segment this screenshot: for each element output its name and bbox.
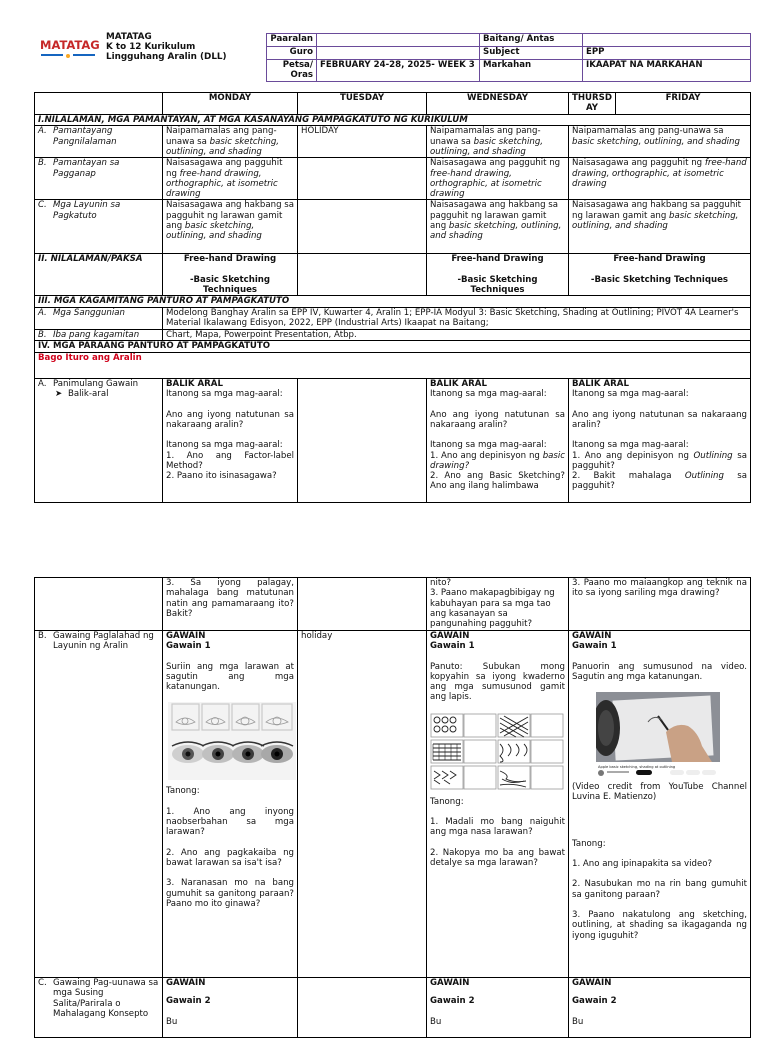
guro-label: Guro [267,47,317,60]
wed-instruction: Panuto: Subukan mong kopyahin sa iyong kwaderno ang mga sumusunod gamit ang lapis. [430,661,565,703]
tanong-wednesday: Tanong: [430,796,464,807]
fri-t3: 3. Paano nakatulong ang sketching, outlining, at shading sa ikagaganda ng iyong iguguhit? [572,909,747,941]
eye-sketch-image [168,702,296,780]
topic-monday-l2: -Basic Sketching Techniques [189,274,271,296]
lesson-table-continued [34,577,751,1038]
program-line-3: Lingguhang Aralin (DLL) [106,52,227,62]
c-friday [569,200,751,254]
section-4-title: IV. MGA PARAANG PANTURO AT PAMPAGKATUTO [35,341,751,353]
row-c-label: Mga Layunin sa Pagkatuto [53,200,121,221]
guro-value [317,47,480,60]
row-nilalaman-paksa [35,254,751,296]
logo-stripe-2 [73,54,95,56]
petsa-label: Petsa/ Oras [267,60,317,82]
baitang-value [583,34,751,47]
itanong-wednesday-1: Itanong sa mga mag-aaral: [430,389,547,400]
a-monday-text: Naipamamalas ang pang-unawa sa [166,126,277,147]
topic-friday-l1: Free-hand Drawing [613,254,706,265]
a-friday [569,126,751,158]
topic-monday [163,254,298,296]
balik-aral-tuesday [298,379,427,503]
row-3a-label: Mga Sanggunian [53,307,125,318]
b-monday-ital: free-hand drawing, orthographic, at isometric drawing [166,168,278,200]
a-friday-text: Naipamamalas ang pang-unawa sa [572,126,724,137]
row-b2-letter: B. [38,631,47,641]
row-a-letter: A. [38,126,47,137]
fri-q2-c: sa pagguhit? [572,471,747,492]
fri-q2 [572,471,747,492]
row-pamantayang-pangnilalaman [35,126,751,158]
gawain2-monday [163,978,298,1038]
gawain2-wednesday-cut: Bu [430,1016,442,1027]
tanong-friday: Tanong: [572,838,606,849]
a-tuesday: HOLIDAY [298,126,427,158]
a-monday [163,126,298,158]
c-wednesday [427,200,569,254]
logo-emblem-icon [66,54,70,58]
gawain2-monday-cut: Bu [166,1016,178,1027]
c-monday [163,200,298,254]
natutunan-friday: Ano ang iyong natutunan sa nakaraang aralin? [572,409,747,430]
gawain1-title-wednesday: Gawain 1 [430,641,475,652]
b-monday-text: Naisasagawa ang pagguhit ng [166,158,283,179]
subscribe-button[interactable] [636,770,652,775]
logo-stripe [41,54,63,56]
balik-aral-wednesday [427,379,569,503]
gawain2-head-friday: GAWAIN [572,978,612,988]
fri-t2: 2. Nasubukan mo na rin bang gumuhit sa ganitong paraan? [572,879,747,900]
c-friday-ital: basic sketching, outlining, and shading [572,210,739,232]
row-iba-pang-kagamitan [35,329,751,340]
more-button[interactable] [702,770,716,775]
markahan-label: Markahan [480,60,583,82]
c-wednesday-ital: basic sketching, outlining, and shading [430,221,562,242]
mon-q1: 1. Ano ang Factor-label Method? [166,450,294,471]
balik-aral-bullet [38,389,159,399]
row-4a-letter: A. [38,379,47,390]
gawain2-friday-cut: Bu [572,1016,584,1027]
row-c2-label: Gawaing Pag-uunawa sa mga Susing Salita/Parirala o Mahalagang Konsepto [53,978,159,1019]
wed-t1: 1. Madali mo bang naiguhit ang mga nasa larawan? [430,817,565,838]
gawain1-monday [163,631,298,978]
row-sanggunian [35,307,751,329]
pattern-copy-image [430,713,564,791]
row-a-label: Pamantayang Pangnilalaman [53,126,117,147]
days-header-blank [35,93,163,115]
cont-friday: 3. Paano mo maiaangkop ang teknik na ito sa iyong sariling mga drawing? [569,578,751,631]
gawain1-title-friday: Gawain 1 [572,641,617,652]
row-c-letter: C. [38,200,47,211]
itanong-friday-1: Itanong sa mga mag-aaral: [572,389,689,400]
topic-wednesday-l2: -Basic Sketching Techniques [457,274,538,296]
balik-aral-monday [163,379,298,503]
video-thumbnail-art [596,692,720,778]
row-gawaing-pag-uunawa [35,978,751,1038]
subject-value: EPP [583,47,751,60]
paaralan-value [317,34,480,47]
sanggunian-text: Modelong Banghay Aralin sa EPP IV, Kuwarter 4, Aralin 1; EPP-IA Modyul 3: Basic Sketching, Shading at Outlining; PIVOT 4A Learner's Material Ikalawang Edisyon, 2022, EPP (Industrial Arts) Ikaapat na Baitang; [163,307,751,329]
video-credit: (Video credit from YouTube Channel Luvina E. Matienzo) [572,782,747,803]
topic-tuesday [298,254,427,296]
cont-wednesday-2: 3. Paano makapagbibigay ng kabuhayan para sa mga tao ang kasanayan sa pangunahing pagguhit? [430,588,555,630]
gawain2-title-wednesday: Gawain 2 [430,996,475,1007]
gawain-title-monday: GAWAIN [166,631,206,641]
fri-q2-a: 2. Bakit mahalaga [572,471,685,482]
topic-monday-l1: Free-hand Drawing [183,254,277,265]
wed-t2: 2. Nakopya mo ba ang bawat detalye sa mga larawan? [430,847,565,868]
logo-text: MATATAG [40,38,100,52]
lesson-table [34,92,751,503]
natutunan-wednesday: Ano ang iyong natutunan sa nakaraang aralin? [430,409,565,430]
row-c2-letter: C. [38,978,47,988]
fri-q1-a: 1. Ano ang depinisyon ng [572,450,694,461]
b-friday [569,158,751,200]
share-button[interactable] [686,770,700,775]
c-wednesday-text: Naisasagawa ang hakbang sa pagguhit ng larawan gamit ang [430,200,559,232]
wed-q1 [430,451,565,472]
fri-q2-b: Outlining [684,471,724,482]
wed-q1-text: 1. Ano ang depinisyon ng [430,450,543,461]
balik-aral-sub: Balik-aral [68,389,109,400]
a-wednesday-text: Naipamamalas ang pang-unawa sa [430,126,541,147]
paaralan-label: Paaralan [267,34,317,47]
fri-q1-b: Outlining [693,450,733,461]
gawain2-head-monday: GAWAIN [166,978,206,988]
balik-aral-friday [569,379,751,503]
balik-title-wednesday: BALIK ARAL [430,379,487,390]
row-gawaing-paglalahad [35,631,751,978]
wed-q2: 2. Ano ang Basic Sketching? Ano ang ilang halimbawa [430,471,565,492]
gawain1-tuesday: holiday [298,631,427,978]
mon-t1: 1. Ano ang inyong naobserbahan sa mga larawan? [166,806,294,838]
kagamitan-text: Chart, Mapa, Powerpoint Presentation, Atbp. [163,329,751,340]
wed-q1-ital: basic drawing? [430,450,565,471]
row-pamantayan-sa-pagganap [35,158,751,200]
row-4a-label: Panimulang Gawain [53,379,139,390]
program-line-1: MATATAG [106,32,152,42]
a-friday-ital: basic sketching, outlining, and shading [572,136,740,147]
row-3b-letter: B. [38,329,47,340]
a-wednesday-ital: basic sketching, outlining, and shading [430,136,544,157]
itanong-friday-2: Itanong sa mga mag-aaral: [572,440,689,451]
channel-avatar-icon [598,770,604,776]
section-2-title: II. NILALAMAN/PAKSA [35,254,163,296]
cont-tuesday [298,578,427,631]
gawain2-wednesday [427,978,569,1038]
mon-t3: 3. Naranasan mo na bang gumuhit sa ganitong paraan? Paano mo ito ginawa? [166,878,294,909]
gawain2-title-monday: Gawain 2 [166,996,211,1007]
b-wednesday-ital: free-hand drawing, orthographic, at isometric drawing [430,168,542,200]
cont-wednesday [427,578,569,631]
gawain2-head-wednesday: GAWAIN [430,978,470,988]
baitang-label: Baitang/ Antas [480,34,583,47]
row-panimulang-gawain [35,379,751,503]
markahan-value: IKAAPAT NA MARKAHAN [583,60,751,82]
gawain1-wednesday [427,631,569,978]
gawain-title-wednesday: GAWAIN [430,631,470,641]
itanong-wednesday-2: Itanong sa mga mag-aaral: [430,440,547,451]
row-3a-letter: A. [38,307,47,318]
itanong-monday-1: Itanong sa mga mag-aaral: [166,389,283,400]
section-3-title: III. MGA KAGAMITANG PANTURO AT PAMPAGKATUTO [35,296,751,307]
mon-t2: 2. Ano ang pagkakaiba ng bawat larawan sa isa't isa? [166,847,294,868]
subject-label: Subject [480,47,583,60]
header-table [266,33,751,82]
gawain1-title-monday: Gawain 1 [166,641,211,652]
b-wednesday-text: Naisasagawa ang pagguhit ng [430,158,561,169]
fri-t1: 1. Ano ang ipinapakita sa video? [572,859,713,870]
video-thumbnail[interactable] [596,692,720,778]
c-tuesday [298,200,427,254]
balik-title-friday: BALIK ARAL [572,379,629,390]
matatag-logo-art [35,32,105,62]
c-friday-text: Naisasagawa ang hakbang sa pagguhit ng larawan gamit ang [572,200,742,221]
day-monday: MONDAY [163,93,298,115]
cont-label-blank [35,578,163,631]
matatag-logo [35,32,105,62]
itanong-monday-2: Itanong sa mga mag-aaral: [166,440,283,451]
channel-name-bar [607,771,629,773]
arrow-bullet-icon: ➤ [55,389,63,400]
gawain2-friday [569,978,751,1038]
natutunan-monday: Ano ang iyong natutunan sa nakaraang aralin? [166,409,294,430]
fri-q1-c: sa pagguhit? [572,450,747,471]
c-monday-text: Naisasagawa ang hakbang sa pagguhit ng larawan gamit ang [166,200,295,232]
topic-wednesday-l1: Free-hand Drawing [451,254,544,265]
pattern-grid-art [430,713,564,791]
cont-wednesday-1: nito? [430,578,452,588]
b-tuesday [298,158,427,200]
program-line-2: K to 12 Kurikulum [106,42,196,52]
tanong-monday: Tanong: [166,786,200,797]
row-3b-label: Iba pang kagamitan [53,329,140,340]
b-friday-text: Naisasagawa ang pagguhit ng [572,158,705,169]
b-wednesday [427,158,569,200]
cont-monday: 3. Sa iyong palagay, mahalaga bang matutunan natin ang pamamaraang ito? Bakit? [163,578,298,631]
b-friday-ital: free-hand drawing, orthographic, at isometric drawing [572,158,747,189]
gawain2-tuesday [298,978,427,1038]
gawain1-friday [569,631,751,978]
row-b-label: Pamantayan sa Pagganap [53,158,120,179]
mon-q2: 2. Paano ito isinasagawa? [166,471,277,482]
section-1-title: I.NILALAMAN, MGA PAMANTAYAN, AT MGA KASANAYANG PAMPAGKATUTO NG KURIKULUM [35,115,751,126]
program-title [106,32,266,62]
a-monday-ital: basic sketching, outlining, and shading [166,136,280,157]
fri-q1 [572,451,747,472]
like-button[interactable] [670,770,684,775]
day-friday: FRIDAY [616,93,751,115]
section-4-subtitle: Bago Ituro ang Aralin [35,353,751,379]
row-mga-layunin [35,200,751,254]
eye-sketches-art [168,702,296,780]
day-tuesday: TUESDAY [298,93,427,115]
day-thursday: THURSD AY [569,93,616,115]
fri-instruction: Panuorin ang sumusunod na video. Sagutin ang mga katanungan. [572,661,747,682]
days-header-row [35,93,751,115]
video-caption: Apple basic sketching, shading at outlining [598,765,676,770]
row-b2-label: Gawaing Paglalahad ng Layunin ng Aralin [53,631,154,652]
row-b-letter: B. [38,158,47,169]
a-wednesday [427,126,569,158]
balik-title-monday: BALIK ARAL [166,379,223,390]
gawain-title-friday: GAWAIN [572,631,612,641]
day-wednesday: WEDNESDAY [427,93,569,115]
topic-wednesday [427,254,569,296]
c-monday-ital: basic sketching, outlining, and shading [166,221,262,242]
gawain2-title-friday: Gawain 2 [572,996,617,1007]
row-balik-aral-continued [35,578,751,631]
topic-friday-l2: -Basic Sketching Techniques [590,274,729,285]
topic-friday [569,254,751,296]
b-monday [163,158,298,200]
petsa-value: FEBRUARY 24-28, 2025- WEEK 3 [317,60,480,82]
mon-instruction: Suriin ang mga larawan at sagutin ang mga katanungan. [166,661,294,693]
